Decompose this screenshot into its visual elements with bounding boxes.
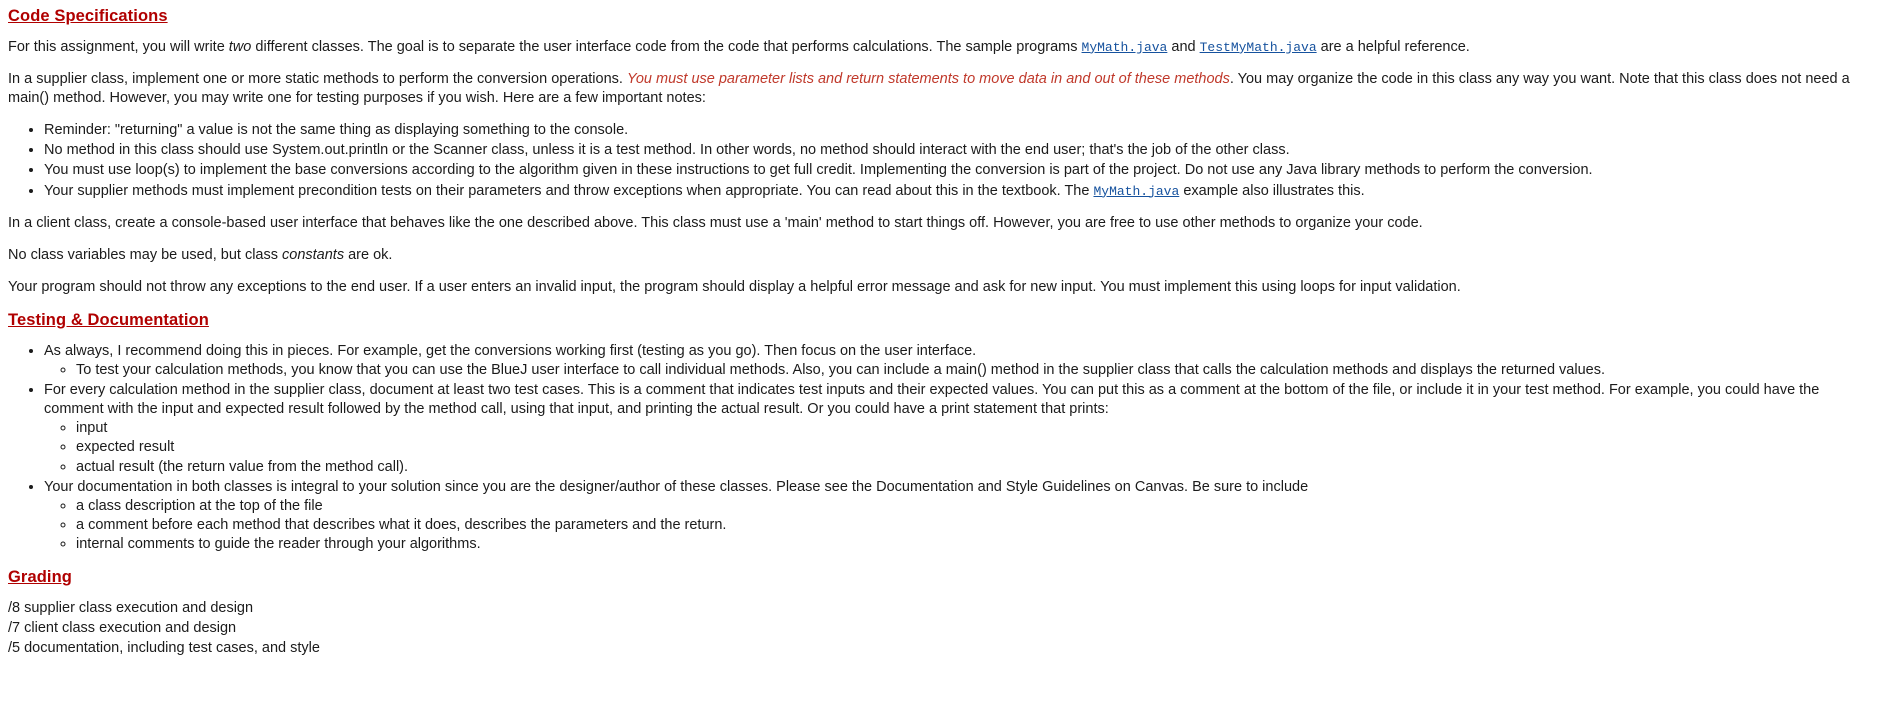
- grading-line: /5 documentation, including test cases, and style: [8, 640, 320, 657]
- text-run: are ok.: [344, 246, 393, 263]
- text-run: and: [1167, 38, 1200, 55]
- list-item: [44, 141, 1879, 160]
- sub-list-item: ◦ input: [76, 419, 1879, 438]
- sub-list-item: ◦ actual result (the return value from the method call).: [76, 458, 1879, 477]
- paragraph-class-variables: [8, 246, 1879, 265]
- paragraph-assignment-overview: [8, 38, 1879, 57]
- emphasis-text: two: [228, 38, 252, 55]
- sub-list-item: ◦ To test your calculation methods, you know that you can use the BlueJ user interface to call individual methods. Also, you can include a main() method in the supplier class that calls the calculation methods and displays the returned values.: [76, 361, 1879, 380]
- sub-list-item: ◦ expected result: [76, 438, 1879, 457]
- text-run: Your supplier methods must implement precondition tests on their parameters and throw exceptions when appropriate. You can read about this in the textbook. The: [44, 182, 1094, 199]
- section-heading-code-specifications: Code Specifications: [8, 7, 168, 25]
- grading-breakdown: [8, 599, 1879, 658]
- text-run: Reminder: "returning" a value is not the same thing as displaying something to the console.: [44, 122, 629, 139]
- text-run: In a client class, create a console-based user interface that behaves like the one described above. This class must use a 'main' method to start things off. However, you are free to use other methods to organize your code.: [8, 214, 1423, 231]
- text-run: are a helpful reference.: [1316, 38, 1470, 55]
- sub-list: [44, 361, 1879, 380]
- list-supplier-notes: [8, 121, 1879, 201]
- grading-line: /8 supplier class execution and design: [8, 599, 254, 616]
- sub-list: [44, 419, 1879, 476]
- list-item: [44, 342, 1879, 380]
- text-run: No class variables may be used, but class: [8, 246, 283, 263]
- sub-list-item: ◦ a class description at the top of the file: [76, 497, 1879, 516]
- text-run: No method in this class should use System.out.println or the Scanner class, unless it is a test method. In other words, no method should interact with the end user; that's the job of the other class.: [44, 142, 1290, 159]
- code-file-link[interactable]: TestMyMath.java: [1199, 39, 1317, 55]
- list-item: [44, 121, 1879, 140]
- list-item: [44, 478, 1879, 555]
- sub-list-item: ◦ a comment before each method that describes what it does, describes the parameters and the return.: [76, 516, 1879, 535]
- sub-list: [44, 497, 1879, 554]
- emphasis-warning-text: You must use parameter lists and return statements to move data in and out of these methods: [626, 70, 1230, 87]
- list-item: [44, 161, 1879, 180]
- text-run: example also illustrates this.: [1179, 182, 1365, 199]
- sub-list-item: ◦ internal comments to guide the reader through your algorithms.: [76, 535, 1879, 554]
- list-item: [44, 182, 1879, 201]
- paragraph-client-class: [8, 214, 1879, 233]
- text-run: For every calculation method in the supplier class, document at least two test cases. This is a comment that indicates test inputs and their expected values. You can put this as a comment at the bottom of the file, or include it in your test method. For example, you could have the comment with the input and expected result followed by the method call, using that input, and printing the actual result. Or you could have a print statement that prints:: [44, 382, 1820, 418]
- code-file-link[interactable]: MyMath.java: [1093, 183, 1180, 199]
- text-run: Your documentation in both classes is integral to your solution since you are the designer/author of these classes. Please see the Documentation and Style Guidelines on Canvas. Be sure to include: [44, 478, 1309, 495]
- text-run: You must use loop(s) to implement the base conversions according to the algorithm given in these instructions to get full credit. Implementing the conversion is part of the project. Do not use any Java library methods to perform the conversion.: [44, 162, 1593, 179]
- code-file-link[interactable]: MyMath.java: [1081, 39, 1168, 55]
- section-heading-testing-documentation: Testing & Documentation: [8, 311, 209, 330]
- text-run: . You may organize the code in this class any way you want. Note that this class does not need a main() method. However, you may write one for testing purposes if you wish. Here are a few important notes:: [8, 70, 1850, 107]
- text-run: For this assignment, you will write: [8, 38, 229, 55]
- emphasis-text: constants: [282, 246, 345, 263]
- paragraph-exceptions: [8, 278, 1879, 297]
- grading-line: /7 client class execution and design: [8, 620, 237, 637]
- text-run: As always, I recommend doing this in pieces. For example, get the conversions working first (testing as you go). Then focus on the user interface.: [44, 342, 977, 359]
- text-run: Your program should not throw any exceptions to the end user. If a user enters an invalid input, the program should display a helpful error message and ask for new input. You must implement this using loops for input validation.: [8, 278, 1461, 295]
- list-testing-documentation: [8, 342, 1879, 554]
- paragraph-supplier-class: [8, 70, 1879, 108]
- text-run: different classes. The goal is to separate the user interface code from the code that performs calculations. The sample programs: [251, 38, 1082, 55]
- section-heading-grading: Grading: [8, 568, 72, 587]
- list-item: [44, 381, 1879, 477]
- text-run: In a supplier class, implement one or more static methods to perform the conversion operations.: [8, 70, 627, 87]
